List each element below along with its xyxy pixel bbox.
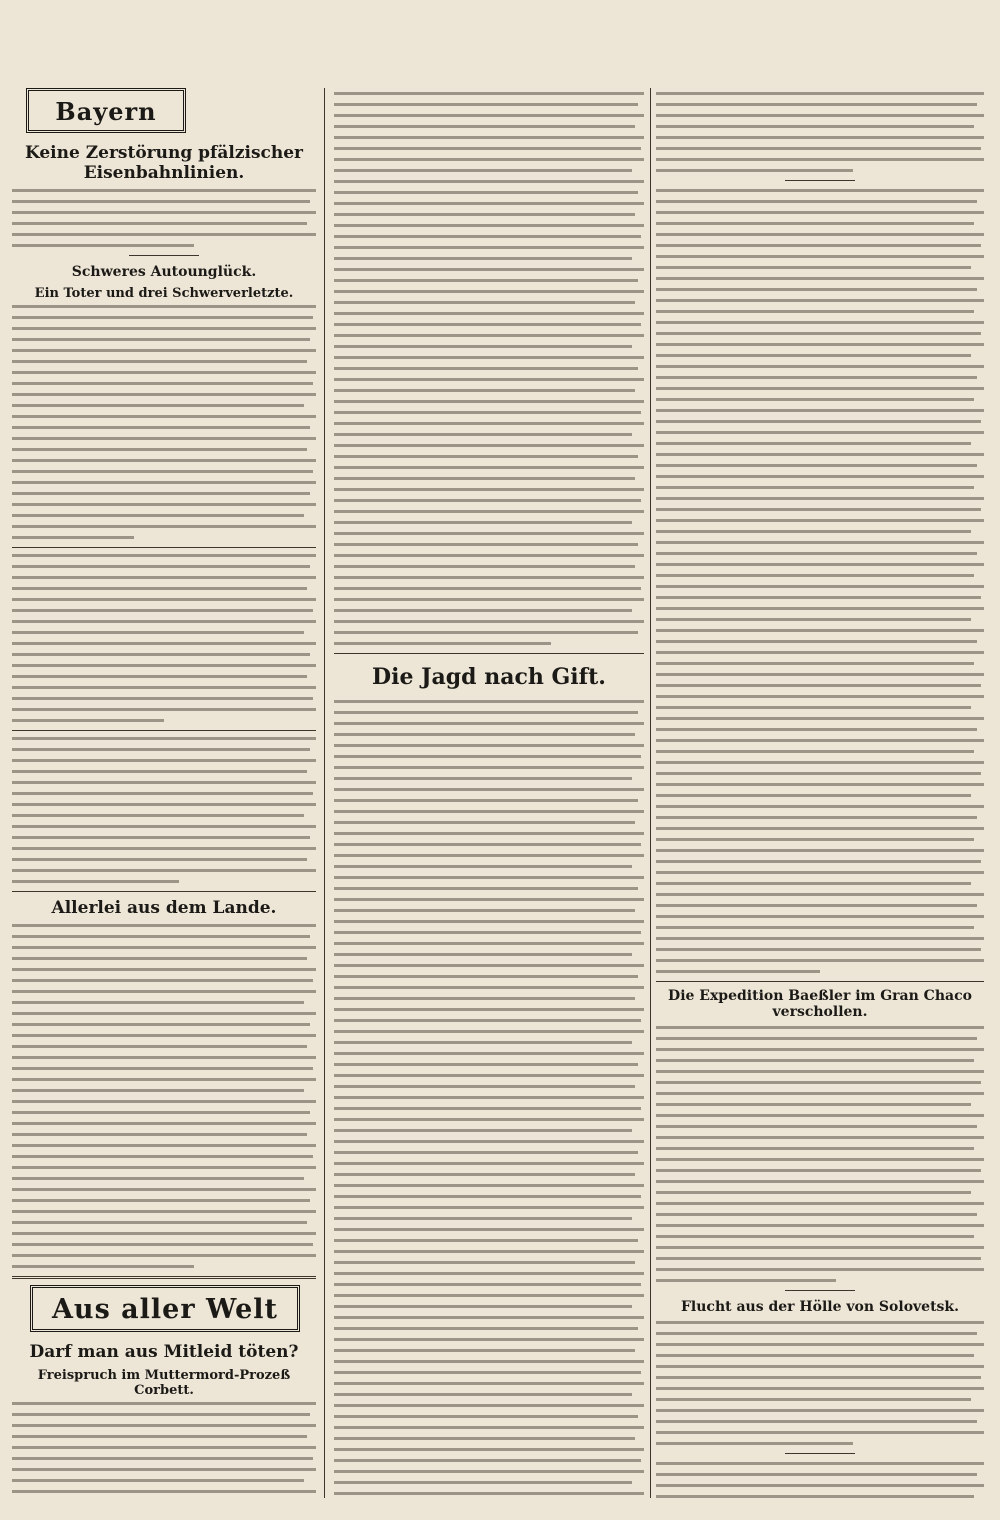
article-body [12, 1402, 316, 1498]
separator [12, 730, 316, 731]
separator [656, 981, 984, 982]
article-body [334, 700, 644, 1498]
article-body [656, 92, 984, 172]
article-body [12, 554, 316, 722]
article-title: Keine Zerstörung pfälzischer Eisenbahnlinien. [24, 143, 304, 183]
article-subtitle: Freispruch im Muttermord-Prozeß Corbett. [37, 1368, 291, 1398]
column-divider [650, 88, 651, 1498]
article-title: Allerlei aus dem Lande. [51, 898, 277, 918]
section-header-label: Bayern [55, 97, 157, 126]
separator [334, 653, 644, 654]
article-title: Die Expedition Baeßler im Gran Chaco verschollen. [668, 988, 972, 1020]
separator [785, 1453, 855, 1454]
article-body [334, 92, 644, 645]
article-body [12, 189, 316, 247]
separator [12, 547, 316, 548]
article-title: Die Jagd nach Gift. [372, 664, 606, 690]
article-body [12, 305, 316, 539]
section-header-label: Aus aller Welt [51, 1294, 279, 1325]
article-body [656, 189, 984, 973]
separator [12, 891, 316, 892]
article-body [656, 1462, 984, 1498]
section-header-bayern [26, 88, 186, 133]
article-title: Darf man aus Mitleid töten? [29, 1342, 299, 1362]
separator [129, 255, 199, 256]
separator [785, 1290, 855, 1291]
article-body [12, 737, 316, 883]
separator [12, 1276, 316, 1279]
article-body [656, 1321, 984, 1445]
article-subtitle: Ein Toter und drei Schwerverletzte. [34, 286, 294, 301]
column-divider [324, 88, 325, 1498]
article-body [656, 1026, 984, 1282]
right-column [656, 88, 984, 1498]
section-header-aus-aller-welt [30, 1285, 300, 1332]
article-body [12, 924, 316, 1268]
article-title: Schweres Autounglück. [71, 264, 257, 280]
left-column [12, 88, 316, 1498]
separator [785, 180, 855, 181]
article-title: Flucht aus der Hölle von Solovetsk. [680, 1299, 959, 1315]
middle-column [334, 88, 644, 1498]
